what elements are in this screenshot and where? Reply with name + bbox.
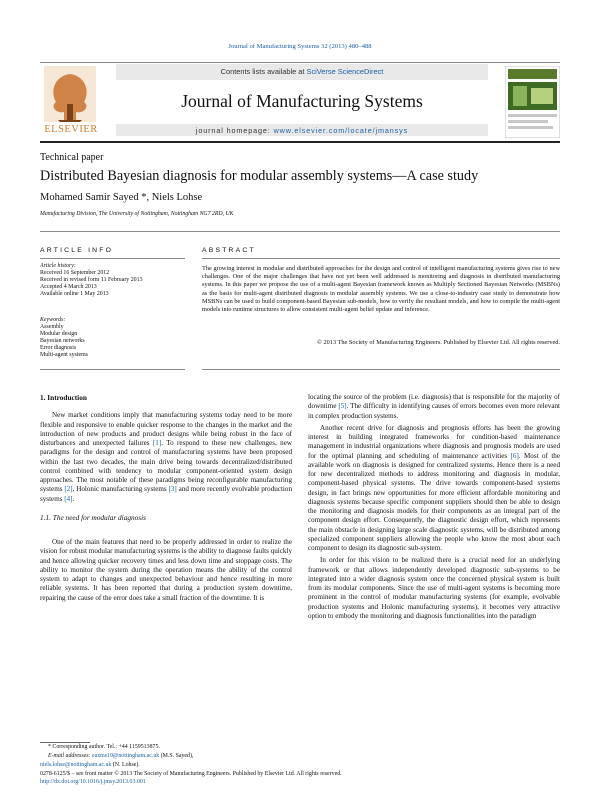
abstract-heading: ABSTRACT — [202, 247, 256, 254]
elsevier-wordmark: ELSEVIER — [44, 124, 98, 135]
text-run: . The difficulty in identifying causes of errors becomes even more relevant in complex production systems. — [308, 402, 560, 420]
cover-image-detail — [513, 86, 527, 106]
email-link[interactable]: eaxms19@nottingham.ac.uk — [91, 753, 160, 759]
article-info-heading: ARTICLE INFO — [40, 247, 114, 254]
email-owner: (M.S. Sayed), — [159, 753, 194, 759]
text-run: locating the source of the problem (i.e. diagnosis) that is responsible for the majority of downtime — [308, 393, 560, 411]
cover-image-detail-2 — [531, 88, 553, 104]
abstract-bottom-rule — [202, 369, 560, 370]
email-note-2 — [40, 762, 140, 768]
article-info-rule — [40, 258, 185, 259]
history-accepted: Accepted 4 March 2013 — [40, 284, 97, 290]
citation-link[interactable]: [6] — [510, 451, 519, 460]
abstract-rule — [202, 258, 560, 259]
citation-link[interactable]: [3] — [168, 485, 177, 494]
abstract-body: The growing interest in modular and distributed approaches for the design and control of intelligent manufacturing systems gives rise to new challenges. One of the major challenges that have not yet been well addressed is monitoring and diagnosis in distributed manufacturing systems. In this paper we propose the use of a multi-agent Bayesian framework known as Multiply Sectioned Bayesian Networks (MSBNs) as the basis for multi-agent distributed diagnosis in modular assembly systems. We use a close-to-industry case study to demonstrate how MSBNs can be used to build component-based Bayesian sub-models, how to verify the resultant models, and how to compile the multi-agent models into runtime structures to allow consistent multi-agent belief update and inference. — [202, 265, 560, 314]
email-owner: (N. Lohse). — [111, 762, 140, 768]
text-run: Another recent drive for diagnosis and prognosis efforts has been the growing interest in building integrated frameworks for condition-based maintenance management in industrial organizations where diagnosis and prognosis models are used for the optimal planning and scheduling of maintenance activities — [308, 423, 560, 460]
homepage-link[interactable]: www.elsevier.com/locate/jmansys — [273, 126, 409, 135]
text-run: . To respond to these new challenges, new paradigms for the design and control of manufacturing systems have been proposed within the last two decades, the main drive being towards decentralized/distributed control combined with tendency to modular component-oriented system design approaches. The most notable of these paradigms being reconfigurable manufacturing systems — [40, 439, 293, 494]
right-paragraph-1 — [308, 393, 560, 421]
tree-trunk — [67, 104, 73, 120]
intro-paragraph-1 — [40, 411, 292, 504]
corresponding-author-note: * Corresponding author. Tel.: +44 1159513875. — [48, 744, 160, 750]
tree-base — [58, 120, 82, 122]
cover-title-band — [508, 69, 557, 79]
article-info-bottom-rule — [40, 369, 185, 370]
cover-text-line — [508, 114, 557, 117]
section-heading-introduction: 1. Introduction — [40, 393, 87, 402]
text-run: . Most of the available work on diagnosis is designed for centralized systems. Hence there is a need for new decentralized methods to address monitoring and diagnosis in modular, component-based physical systems. The drive towards component-based systems design, in fact brings new opportunities for more efficient affordable monitoring and diagnosis systems because specific component suppliers should then be able to design the monitoring and diagnosis models for their components as an integral part of the component design effort. Consequently, the diagnostic design effort, which represents the main obstacle in designing large scale diagnostic systems, will be distributed among specialized component suppliers allowing the people who know the most about each component to design its diagnostic sub-system. — [308, 451, 560, 552]
doi-link[interactable]: http://dx.doi.org/10.1016/j.jmsy.2013.03.001 — [40, 779, 146, 785]
header-top-rule — [40, 62, 560, 63]
citation-link[interactable]: [2] — [64, 485, 73, 494]
journal-reference[interactable]: Journal of Manufacturing Systems 32 (2013) 480–488 — [228, 43, 372, 50]
body-column-right — [308, 393, 560, 621]
history-online: Available online 1 May 2013 — [40, 291, 109, 297]
journal-cover-thumbnail[interactable] — [505, 66, 560, 138]
history-revised: Received in revised form 11 February 2013 — [40, 277, 143, 283]
author-affiliation: Manufacturing Division, The University of Nottingham, Nottingham NG7 2RD, UK — [40, 211, 234, 217]
history-label: Article history: — [40, 263, 76, 269]
subsection-heading-modular-diagnosis: 1.1. The need for modular diagnosis — [40, 512, 147, 522]
keyword-item: Multi-agent systems — [40, 352, 88, 358]
homepage-prefix: journal homepage: — [195, 126, 274, 135]
history-received: Received 16 September 2012 — [40, 270, 110, 276]
email-link[interactable]: niels.lohse@nottingham.ac.uk — [40, 762, 112, 768]
intro-paragraph-2: One of the main features that need to be properly addressed in order to realize the vision for robust modular manufacturing systems is the ability to diagnose faults quickly and hence allowing quicker recovery times and less down time and stoppage costs. The ability to monitor the system during the operation means the ability of the control system to adapt to changes and unexpected behaviour and hence resulting in more reliable systems. It has been reported that during a production system downtime, repairing the cause of the error does take a small fraction of the downtime. It is — [40, 538, 292, 602]
cover-text-line — [508, 126, 553, 129]
sciencedirect-link[interactable]: SciVerse ScienceDirect — [306, 67, 384, 76]
abstract-copyright: © 2013 The Society of Manufacturing Engineers. Published by Elsevier Ltd. All rights reserved. — [317, 339, 560, 346]
homepage-line — [116, 126, 488, 135]
citation-link[interactable]: [4] — [64, 494, 73, 503]
footnote-rule — [40, 742, 90, 743]
email-label: E-mail addresses: — [48, 753, 92, 759]
right-paragraph-2 — [308, 424, 560, 554]
keyword-item: Error diagnosis — [40, 345, 77, 351]
keyword-item: Bayesian networks — [40, 338, 85, 344]
text-run: and more recently evolvable production systems — [40, 485, 292, 503]
header-bottom-rule — [40, 141, 560, 143]
keyword-item: Modular design — [40, 331, 78, 337]
body-column-left — [40, 393, 292, 603]
issn-line: 0278-6125/$ – see front matter © 2013 The Society of Manufacturing Engineers. Published by Elsevier Ltd. All rights reserved. — [40, 771, 342, 777]
citation-link[interactable]: [1] — [152, 439, 162, 447]
keyword-item: Assembly — [40, 324, 64, 330]
citation-link[interactable]: [5] — [338, 402, 347, 411]
text-run: . — [72, 494, 75, 503]
keywords-label: Keywords: — [40, 317, 66, 323]
email-note — [48, 753, 193, 759]
contents-line — [116, 67, 488, 76]
text-run: New market conditions imply that manufacturing systems today need to be more flexible and responsive to enable quicker response to the changes in the market and the introduction of new products and product designs while being robust in the face of disturbances and unexpected failures — [40, 411, 292, 447]
author-list: Mohamed Samir Sayed *, Niels Lohse — [40, 192, 203, 203]
right-paragraph-3: In order for this vision to be realized there is a crucial need for an underlying framework or that allows independently developed diagnostic sub-systems to be integrated into a wider diagnosis system once the concerned physical system is built from its modular components. Since the use of multi-agent systems is becoming more prominent in the control of modular manufacturing systems (for example, evolvable production systems and Holonic manufacturing systems), it becomes very attractive option to embody the monitoring and diagnosis functionalities into the paradigm — [308, 556, 560, 620]
text-run: , Holonic manufacturing systems — [72, 485, 169, 494]
paper-type: Technical paper — [40, 152, 104, 163]
affiliation-rule — [40, 231, 560, 232]
contents-prefix: Contents lists available at — [220, 67, 307, 76]
journal-title: Journal of Manufacturing Systems — [181, 91, 423, 111]
paper-title: Distributed Bayesian diagnosis for modular assembly systems—A case study — [40, 168, 479, 184]
cover-text-line — [508, 120, 548, 123]
